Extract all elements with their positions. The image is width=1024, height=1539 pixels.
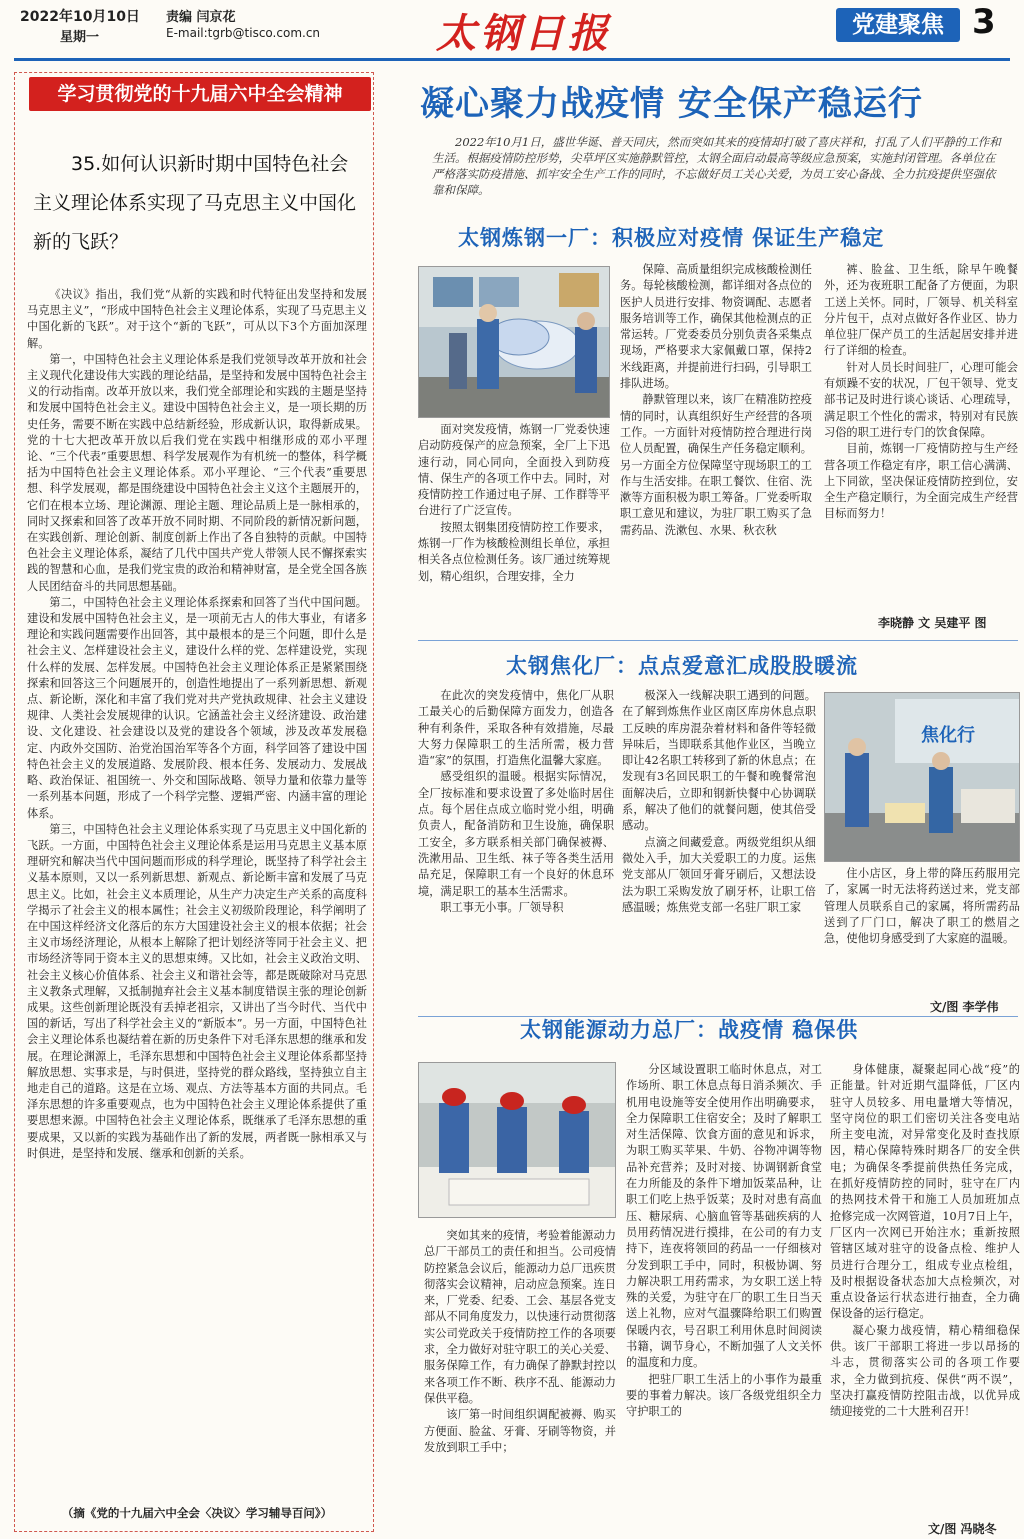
article2-text-a: 感受组织的温暖。根据实际情况，全厂按标准和要求设置了多处临时居住点。每个居住点成立临时党小组，明确负责人，配备消防和卫生设施，确保职工安全，多方联系相关部门确保被褥、洗漱用品、卫生纸、袜子等各类生活用品充足，保障职工有一个良好的休息环境，满足职工的基本生活需求。 bbox=[418, 770, 614, 898]
article1-text-c: 裤、脸盆、卫生纸，除早午晚餐外，还为夜班职工配备了方便面，为职工送上关怀。同时，厂领导、机关科室分片包干，点对点做好各作业区、协力单位驻厂保产员工的生活起居安排并进行了详细的检查。 bbox=[824, 263, 1018, 358]
article2-text-a: 职工事无小事。厂领导积 bbox=[440, 900, 564, 914]
article1-text-b: 保障、高质量组织完成核酸检测任务。每轮核酸检测，都详细对各点位的医护人员进行安排、物资调配、志愿者服务培训等工作，确保其他检测点的正常运转。厂党委委员分别负责各采集点现场，严格要求大家佩戴口罩，保持2米线距离，并提前进行扫码，引导职工排队进场。 bbox=[620, 263, 812, 391]
article2-text-a: 在此次的突发疫情中，焦化厂从职工最关心的后勤保障方面发力，创造各种有利条件，采取各种有效措施，尽最大努力保障职工的生活所需，极力营造“家”的氛围，打造焦化温馨大家庭。 bbox=[418, 689, 614, 768]
study-paragraph: 第三，中国特色社会主义理论体系实现了马克思主义中国化新的飞跃。一方面，中国特色社会主义理论体系是运用马克思主义基本原理研究和解决当代中国问题而形成的科学理论，既坚持了科学社会主义基本原则，又以一系列新思想、新观点、新论断丰富和发展了马克思主义。比如，社会主义本质理论，从生产力决定生产关系的高度科学揭示了社会主义的根本属性；社会主义初级阶段理论，科学阐明了在中国这样经济文化落后的东方大国建设社会主义的根本依据；社会主义市场经济理论，从根本上解除了把计划经济等同于社会主义、把市场经济等同于资本主义的思想束缚。又比如，社会主义政治文明、社会主义核心价值体系、社会主义和谐社会等，都是既破除对马克思主义教条式理解，又抵制抛弃社会主义基本制度错误主张的理论创新成果。这些创新理论既没有丢掉老祖宗，又讲出了当今时代、当代中国的新话，写出了科学社会主义的“新版本”。另一方面，中国特色社会主义理论体系也凝结着在新的历史条件下对毛泽东思想的继承和发展。在理论渊源上，毛泽东思想和中国特色社会主义理论体系都坚持解放思想、实事求是，与时俱进，坚持党的群众路线，坚持独立自主地走自己的道路。这是在立场、观点、方法等基本方面的共同点。毛泽东思想的许多重要观点，也为中国特色社会主义理论体系提供了重要思想来源。中国特色社会主义理论体系，既继承了毛泽东思想的重要成果，又以新的实践为基础作出了新的发展，两者既一脉相承又与时俱进，是坚持和发展、继承和创新的关系。 bbox=[27, 822, 367, 1160]
article1-col-a bbox=[418, 422, 610, 634]
section-label: 党建聚焦 bbox=[836, 8, 960, 42]
article1-title: 太钢炼钢一厂：积极应对疫情 保证生产稳定 bbox=[458, 226, 885, 250]
study-body bbox=[27, 287, 367, 1162]
article1-text-b: 静默管理以来，该厂在精准防控疫情的同时，认真组织好生产经营的各项工作。一方面针对疫情防控合理进行岗位人员配置，确保生产任务稳定顺利。另一方面全方位保障坚守现场职工的工作与生活安排。在职工餐饮、住宿、洗漱等方面积极为职工筹备。厂党委听取职工意见和建议，为驻厂职工购买了急需药品、洗漱包、水果、秋衣秋 bbox=[620, 393, 812, 537]
study-paragraph: 《决议》指出，我们党“从新的实践和时代特征出发坚持和发展马克思主义”，“形成中国特色社会主义理论体系，实现了马克思主义中国化新的飞跃”。对于这个“新的飞跃”，可从以下3个方面加深理解。 bbox=[27, 288, 367, 350]
issue-date: 2022年10月10日 bbox=[20, 9, 140, 25]
photo-workers-carrying-bedding bbox=[419, 267, 610, 418]
article3-text-c: 凝心聚力战疫情，精心精细稳保供。该厂干部职工将进一步以昂扬的斗志，贯彻落实公司的各项工作要求，全力做到抗疫、保供“两不误”，坚决打赢疫情防控阻击战，以优异成绩迎接党的二十大胜利召开！ bbox=[830, 1323, 1020, 1419]
article1-text-a: 面对突发疫情，炼钢一厂党委快速启动防疫保产的应急预案，全厂上下迅速行动，同心同向，全面投入到防疫情、保生产的各项工作中去。同时，对疫情防控工作通过电子屏、工作群等平台进行了广泛宣传。 bbox=[418, 423, 610, 518]
left-column-study bbox=[14, 72, 374, 1532]
contact-email: E-mail:tgrb@tisco.com.cn bbox=[166, 26, 321, 40]
editor-credit: 责编 闫京花 bbox=[166, 10, 236, 25]
study-banner: 学习贯彻党的十九届六中全会精神 bbox=[29, 77, 371, 111]
article2-col-b bbox=[622, 688, 816, 1004]
article1-col-b bbox=[620, 262, 812, 634]
article2-photo bbox=[824, 692, 1020, 862]
article3-text-c: 身体健康，凝聚起同心战“疫”的正能量。针对近期气温降低，厂区内驻守人员较多、用电量增大等情况，坚守岗位的职工们密切关注各变电站所主变电流，对异常变化及时查找原因，精心保障特殊时期各厂的安全供电；为确保冬季提前供热任务完成，在抓好疫情防控的同时，驻守在厂内的热网技术骨干和施工人员加班加点抢修完成一次网管道，10月7日上午，厂区内一次网已开始注水；重新按照管辖区域对驻守的设备点检、维护人员进行合理分工，组成专业点检组，及时根据设备状态加大点检频次，对重点设备运行状态进行抽查，全力确保设备的运行稳定。 bbox=[830, 1063, 1020, 1321]
article1-byline: 李晓静 文 吴建平 图 bbox=[878, 616, 987, 630]
article1-text-c: 针对人员长时间驻厂，心理可能会有烦躁不安的状况，厂包干领导、党支部书记及时进行谈心谈话、心理疏导，满足职工个性化的需求，特别对有民族习俗的职工进行专门的饮食保障。 bbox=[824, 360, 1018, 439]
article3-col-c bbox=[830, 1062, 1020, 1518]
article3-photo bbox=[418, 1062, 616, 1218]
study-paragraph: 第一，中国特色社会主义理论体系是我们党领导改革开放和社会主义现代化建设伟大实践的理论结晶，是坚持和发展中国特色社会主义的行动指南。改革开放以来，我们党全部理论和实践的主题是坚持和发展中国特色社会主义。建设中国特色社会主义，是一项长期的历史任务，需要不断在实践中总结新经验，形成新认识，取得新成果。党的十七大把改革开放以后我们党在实践中相继形成的邓小平理论、“三个代表”重要思想、科学发展观作为有机统一的整体，科学概括为中国特色社会主义理论体系。邓小平理论、“三个代表”重要思想、科学发展观，都是围绕建设中国特色社会主义这个主题展开的，它们在根本立场、理论渊源、理论主题、理论品质上是一脉相承的，同时又探索和回答了改革开放不同时期、不同阶段的新情况新问题，在实践创新、理论创新、制度创新上作出了各自独特的贡献。中国特色社会主义理论体系，凝结了几代中国共产党人带领人民不懈探索实践的智慧和心血，是我们党宝贵的政治和精神财富，是全党全国各族人民团结奋斗的共同思想基础。 bbox=[27, 352, 367, 593]
photo-canteen-workers bbox=[825, 693, 1020, 862]
issue-weekday: 星期一 bbox=[60, 30, 100, 45]
divider bbox=[418, 640, 1018, 641]
article1-photo bbox=[418, 266, 610, 418]
article3-text-a: 突如其来的疫情，考验着能源动力总厂干部员工的责任和担当。公司疫情防控紧急会议后，能源动力总厂迅疾贯彻落实会议精神，启动应急预案。连日来，厂党委、纪委、工会、基层各党支部从不同角度发力，以快速行动贯彻落实公司党政关于疫情防控工作的各项要求，全力做好对驻守职工的关心关爱、服务保障工作，有力确保了静默封控以来各项工作不断、秩序不乱、能源动力保供平稳。 bbox=[424, 1229, 616, 1405]
study-paragraph: 第二，中国特色社会主义理论体系探索和回答了当代中国问题。建设和发展中国特色社会主义，是一项前无古人的伟大事业，有诸多理论和实践问题需要作出回答，其中最根本的是三个问题，即什么是社会主义、怎样建设社会主义，建设什么样的党、怎样建设党，实现什么样的发展、怎样发展。中国特色社会主义理论体系正是紧紧围绕探索和回答这三个问题展开的，创造性地提出了一系列新思想、新观点、新论断，深化和丰富了我们党对共产党执政规律、社会主义建设规律、人类社会发展规律的认识。它涵盖社会主义经济建设、政治建设、文化建设、社会建设以及党的建设各个领域，涉及改革发展稳定、内政外交国防、治党治国治军等各个方面，科学回答了建设中国特色社会主义的发展道路、发展阶段、根本任务、发展动力、发展战略、政治保证、祖国统一、外交和国际战略、领导力量和依靠力量等一系列基本问题，形成了一个科学完整、逻辑严密、内涵丰富的理论体系。 bbox=[27, 595, 367, 820]
article1-text-c: 目前，炼钢一厂疫情防控与生产经营各项工作稳定有序，职工信心满满、上下同欲，坚决保证疫情防控到位，安全生产稳定顺行，为全面完成生产经营目标而努力！ bbox=[824, 442, 1018, 521]
main-headline: 凝心聚力战疫情 安全保产稳运行 bbox=[420, 84, 923, 124]
article3-byline: 文/图 冯晓冬 bbox=[928, 1522, 997, 1536]
article1-col-c bbox=[824, 262, 1018, 612]
page-number: 3 bbox=[972, 2, 996, 42]
study-source: （摘《党的十九届六中全会〈决议〉学习辅导百问》） bbox=[61, 1506, 333, 1520]
article2-col-c bbox=[824, 866, 1020, 1004]
article2-text-c: 住小店区，身上带的降压药服用完了，家属一时无法将药送过来，党支部管理人员联系自己的家属，将所需药品送到了厂门口，解决了职工的燃眉之急，使他切身感受到了大家庭的温暖。 bbox=[824, 867, 1020, 946]
photo-sign-text: 焦化行 bbox=[921, 725, 975, 746]
article3-col-a bbox=[424, 1228, 616, 1534]
article2-title: 太钢焦化厂：点点爱意汇成股股暖流 bbox=[506, 654, 858, 678]
article2-col-a bbox=[418, 688, 614, 1004]
article3-title: 太钢能源动力总厂：战疫情 稳保供 bbox=[520, 1018, 859, 1042]
photo-workers-sorting-supplies bbox=[419, 1063, 616, 1218]
article1-text-a: 按照太钢集团疫情防控工作要求，炼钢一厂作为核酸检测组长单位，承担相关各点位检测任务。该厂通过统筹规划，精心组织，合理安排，全力 bbox=[418, 520, 610, 583]
masthead-rule bbox=[14, 58, 1010, 61]
article3-text-b: 分区域设置职工临时休息点，对工作场所、职工休息点每日消杀频次、手机用电设施等安全使用作出明确要求，全力保障职工住宿安全；及时了解职工对生活保障、饮食方面的意见和诉求，为职工购买苹果、牛奶、谷物冲调等物品补充营养；及时对接、协调钢新食堂在力所能及的条件下增加饭菜品种，让职工们吃上热乎饭菜；及时对患有高血压、糖尿病、心脑血管等基础疾病的人员用药情况进行摸排，在公司的有力支持下，连夜将领回的药品一一仔细核对分发到职工手中，同时，积极协调、努力解决职工用药需求，为女职工送上特殊的关爱，为驻守在厂的职工生日当天送上礼物，应对气温骤降给职工们购置保暖内衣，号召职工利用休息时间阅读书籍，调节身心，不断加强了人文关怀的温度和力度。 bbox=[626, 1063, 822, 1370]
article2-byline: 文/图 李学伟 bbox=[930, 1000, 999, 1014]
article2-text-b: 点滴之间藏爱意。两级党组织从细微处入手，加大关爱职工的力度。运焦党支部从厂领回牙膏牙刷后，又想法设法为职工采购发放了刷牙杯，让职工倍感温暖；炼焦党支部一名驻厂职工家 bbox=[622, 835, 816, 914]
main-lead: 2022年10月1日，盛世华诞、普天同庆，然而突如其来的疫情却打破了喜庆祥和，打乱了人们平静的工作和生活。根据疫情防控形势，尖草坪区实施静默管控，太钢全面启动最高等级应急预案，实施封闭管理。各单位在严格落实防疫措施、抓牢安全生产工作的同时，不忘做好员工关心关爱，为员工安心备战、全力抗疫提供坚强依靠和保障。 bbox=[432, 135, 1001, 197]
newspaper-logo: 太钢日报 bbox=[436, 10, 612, 57]
article2-text-b: 极深入一线解决职工遇到的问题。在了解到炼焦作业区南区库房休息点职工反映的库房混杂着材料和备件等轻微异味后，当即联系其他作业区，当晚立即让42名职工转移到了新的休息点；在发现有3名回民职工的午餐和晚餐常泡面解决后，立即和钢新快餐中心协调联系，解决了他们的就餐问题，使其倍受感动。 bbox=[622, 689, 816, 833]
masthead bbox=[0, 0, 1024, 62]
article3-text-a: 该厂第一时间组织调配被褥、购买方便面、脸盆、牙膏、牙刷等物资，并发放到职工手中； bbox=[424, 1408, 616, 1454]
article3-text-b: 把驻厂职工生活上的小事作为最重要的事着力解决。该厂各级党组织全力守护职工的 bbox=[626, 1372, 822, 1419]
article3-col-b bbox=[626, 1062, 822, 1534]
study-question: 35.如何认识新时期中国特色社会主义理论体系实现了马克思主义中国化新的飞跃？ bbox=[33, 153, 357, 253]
